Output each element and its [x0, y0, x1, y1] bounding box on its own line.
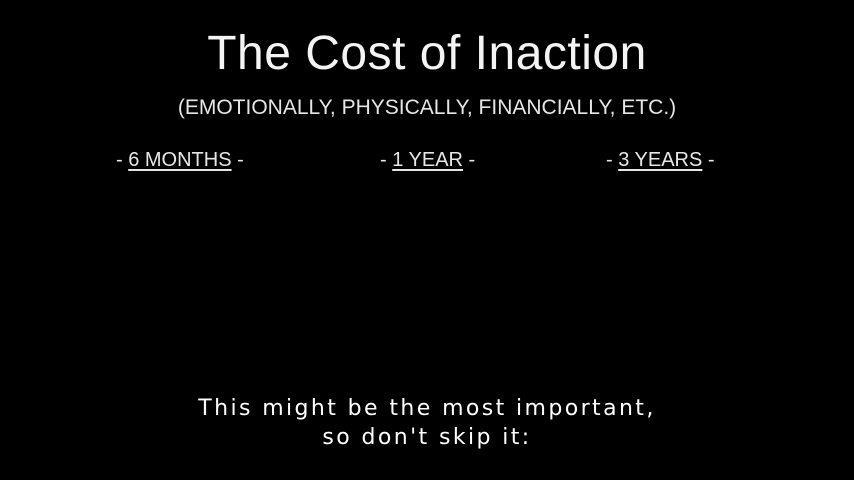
timeframe-suffix: - — [702, 149, 715, 171]
timeframe-3-years — [606, 148, 715, 172]
caption-line-2: so don't skip it: — [322, 425, 532, 450]
slide-title: The Cost of Inaction — [207, 27, 647, 80]
timeframe-prefix: - — [380, 149, 393, 171]
timeframe-prefix: - — [606, 149, 619, 171]
caption-line-1: This might be the most important, — [198, 396, 656, 421]
slide-subtitle: (EMOTIONALLY, PHYSICALLY, FINANCIALLY, ETC.) — [177, 96, 677, 119]
timeframe-label: 3 YEARS — [618, 149, 703, 171]
video-caption — [0, 394, 854, 452]
timeframe-suffix: - — [463, 149, 476, 171]
timeframe-suffix: - — [231, 149, 244, 171]
timeframe-label: 6 MONTHS — [128, 149, 232, 171]
timeframe-prefix: - — [116, 149, 129, 171]
timeframe-label: 1 YEAR — [392, 149, 463, 171]
timeframe-1-year — [380, 148, 475, 172]
timeframe-6-months — [116, 148, 244, 172]
